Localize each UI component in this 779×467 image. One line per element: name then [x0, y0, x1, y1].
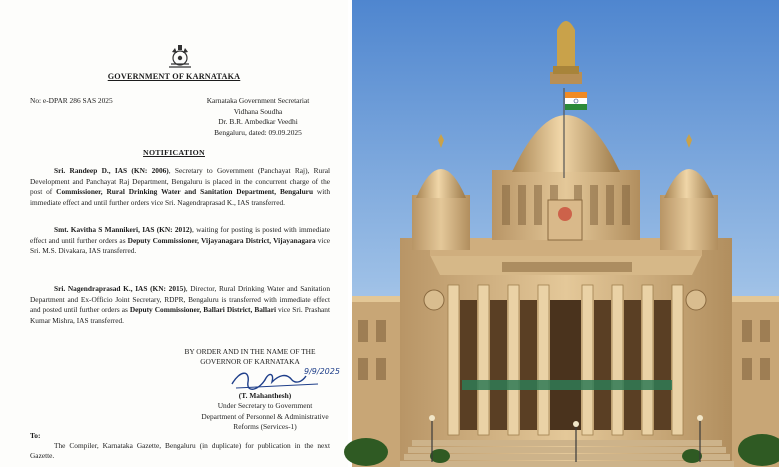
portico-interior	[460, 300, 672, 430]
recipient-text: The Compiler, Karnataka Gazette, Bengaluru (in duplicate) for publication in the next Gazette.	[30, 441, 330, 461]
posting-title: Deputy Commissioner, Vijayanagara District, Vijayanagara	[127, 235, 316, 245]
signature-date: 9/9/2025	[304, 367, 340, 376]
paragraph-text: , waiting for posting is posted with immediate effect and until further orders as	[30, 225, 330, 245]
to-label: To:	[30, 431, 41, 440]
to-recipient-text	[30, 441, 330, 462]
paragraph-text: vice Sri. Prashant Kumar Mishra, IAS transferred.	[30, 305, 331, 325]
paragraph-text: , Director, Rural Drinking Water and Sanitation Department and Ex-Officio Joint Secretary, RDPR, Bengaluru is transferred with immediate effect and posted until further orders as	[30, 284, 330, 315]
officer-name: Smt. Kavitha S Mannikeri, IAS (KN: 2012)	[54, 225, 192, 234]
signatory-name: (T. Mahanthesh)	[238, 391, 292, 400]
order-paragraph-1	[30, 166, 330, 208]
posting-title: Deputy Commissioner, Ballari District, Ballari	[129, 305, 276, 315]
secretariat-address	[182, 96, 334, 138]
signatory-section: Reforms (Services-1)	[233, 422, 297, 432]
building-illustration	[352, 0, 779, 467]
notification-heading: NOTIFICATION	[143, 148, 205, 157]
lion-capital-statue	[557, 21, 575, 72]
signatory-designation: Under Secretary to Government	[217, 401, 313, 411]
order-paragraph-3	[30, 284, 330, 326]
officer-name: Sri. Randeep D., IAS (KN: 2006)	[54, 166, 169, 175]
address-date-line: Bengaluru, dated: 09.09.2025	[214, 127, 302, 137]
government-title: GOVERNMENT OF KARNATAKA	[107, 72, 241, 81]
address-line: Karnataka Government Secretariat	[206, 96, 310, 105]
signatory-block	[190, 391, 340, 433]
state-emblem-icon	[166, 44, 194, 70]
posting-title: Commissioner, Rural Drinking Water and Sanitation Department, Bengaluru	[56, 187, 314, 197]
officer-name: Sri. Nagendraprasad K., IAS (KN: 2015)	[54, 284, 186, 293]
signatory-department: Department of Personnel & Administrative	[201, 411, 329, 421]
address-line: Vidhana Soudha	[233, 106, 283, 116]
facade-inscription	[502, 262, 632, 272]
address-line: Dr. B.R. Ambedkar Veedhi	[218, 117, 298, 126]
notification-document	[0, 0, 348, 467]
paragraph-text: , Secretary to Government (Panchayat Raj), Rural Development and Panchayat Raj Department, Bengaluru is placed in the concurrent charge of the post of	[30, 166, 330, 197]
paragraph-text: with immediate effect and until further orders vice Sri. Nagendraprasad K., IAS transferred.	[30, 187, 330, 207]
order-line: BY ORDER AND IN THE NAME OF THE	[184, 347, 316, 356]
order-paragraph-2	[30, 225, 330, 257]
indian-flag-icon	[565, 92, 587, 110]
paragraph-text: vice Sri. M.S. Divakara, IAS transferred.	[30, 235, 330, 256]
reference-number: No: e-DPAR 286 SAS 2025	[30, 96, 113, 105]
vidhana-soudha-photo	[352, 0, 779, 467]
order-line: GOVERNOR OF KARNATAKA	[200, 357, 300, 367]
